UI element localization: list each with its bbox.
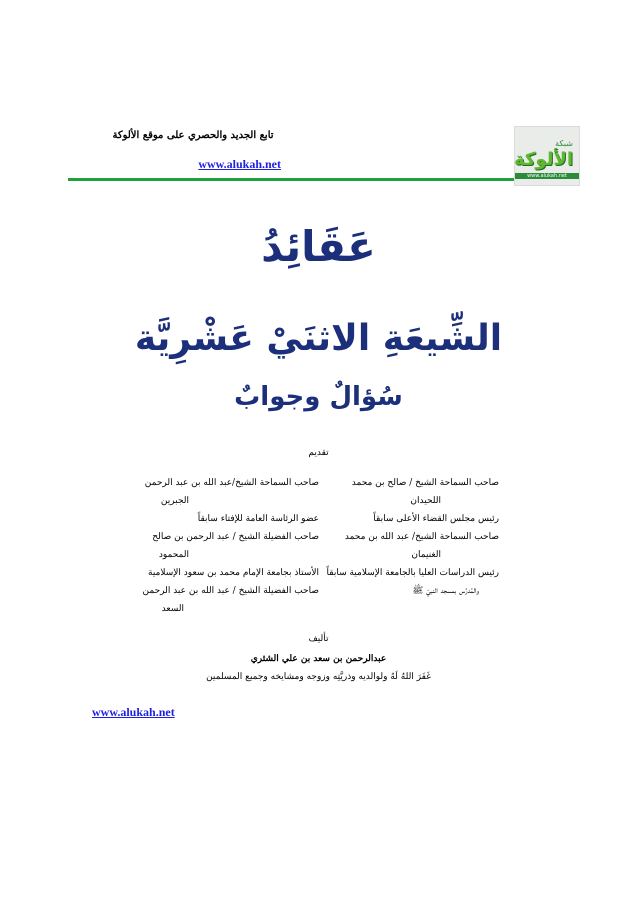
presenter-line: الأستاذ بجامعة الإمام محمد بن سعود الإسلامية — [148, 568, 319, 578]
presenter-line: الجبرين — [160, 496, 189, 506]
logo-url-text: www.alukah.net — [515, 173, 579, 179]
header-site-link[interactable]: www.alukah.net — [198, 157, 281, 171]
presentation-label: تقديم — [308, 448, 329, 458]
author-name: عبدالرحمن بن سعد بن علي الشثري — [250, 654, 387, 664]
author-prayer: غَفَرَ اللهُ لَهُ ولوالديه وذريَّتِه وزوجه ومشايخه وجميع المسلمين — [206, 672, 431, 682]
presenters-left-column — [139, 474, 319, 618]
presenter-line: رئيس الدراسات العليا بالجامعة الإسلامية سابقاً — [326, 568, 499, 578]
presenter-line: صاحب السماحة الشيخ / صالح بن محمد — [351, 478, 499, 488]
footer-site-link[interactable]: www.alukah.net — [92, 705, 175, 719]
header-tagline: تابع الجديد والحصري على موقع الألوكة — [112, 130, 274, 141]
book-subtitle: الشِّيعَةِ الاثنَيْ عَشْرِيَّة — [134, 318, 503, 359]
presenters-right-column — [319, 474, 499, 600]
presenter-line: صاحب السماحة الشيخ/ عبد الله بن محمد — [344, 532, 499, 542]
alukah-logo[interactable] — [514, 126, 580, 186]
logo-top-text: شبكة — [555, 139, 573, 148]
presenter-line: صاحب الفضيلة الشيخ / عبد الرحمن بن صالح — [152, 532, 319, 542]
presenter-line: اللحيدان — [410, 496, 441, 506]
presenter-line: صاحب الفضيلة الشيخ / عبد الله بن عبد الرحمن — [142, 586, 319, 596]
book-title: عَقَائِدُ — [261, 222, 376, 271]
presenter-line: عضو الرئاسة العامة للإفتاء سابقاً — [197, 514, 319, 524]
presenter-line: والمُدرِّس بمسجد النبيّ ﷺ — [412, 586, 479, 596]
authorship-label: تأليف — [308, 634, 329, 644]
logo-main-text: الألوكة — [513, 149, 573, 170]
presenter-line: المحمود — [158, 550, 189, 560]
presenter-line: صاحب السماحة الشيخ/عبد الله بن عبد الرحمن — [144, 478, 319, 488]
presenter-line: رئيس مجلس القضاء الأعلى سابقاً — [373, 514, 499, 524]
presenter-line: الغنيمان — [411, 550, 441, 560]
presenter-line: السعد — [161, 604, 184, 614]
book-subtitle-2: سُؤالٌ وجوابٌ — [234, 382, 403, 412]
header-divider — [68, 178, 568, 181]
